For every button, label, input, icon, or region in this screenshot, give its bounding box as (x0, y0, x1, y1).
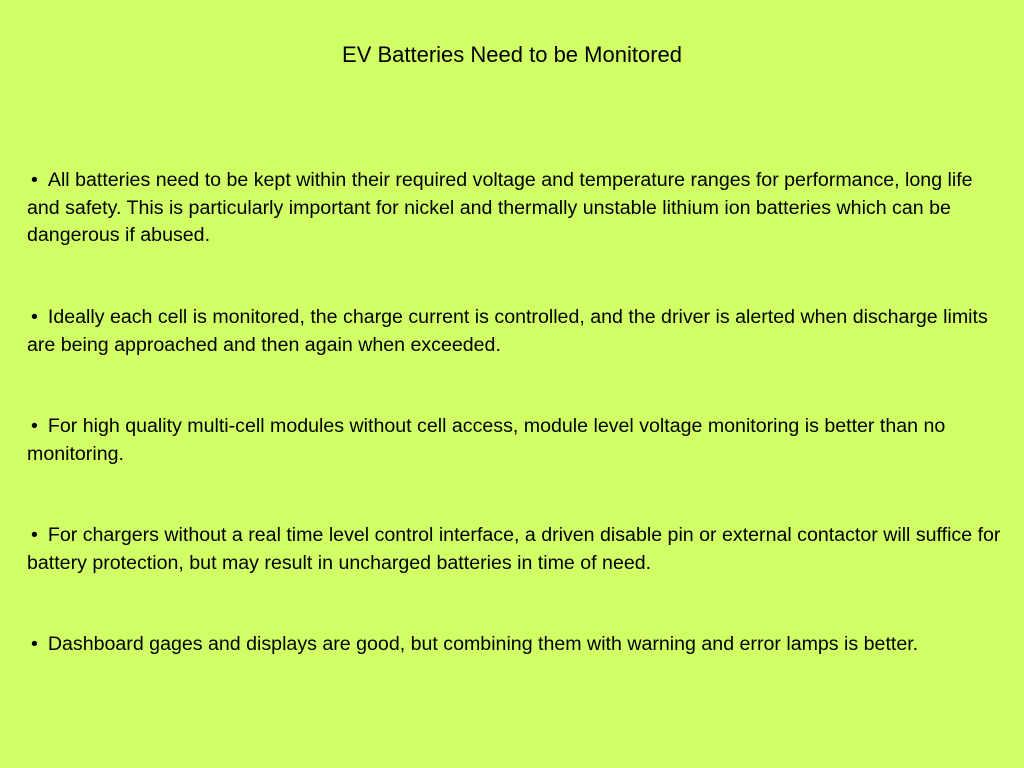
bullet-marker: • (31, 524, 38, 546)
bullet-text: All batteries need to be kept within their required voltage and temperature ranges for performance, long life and safety. This is particularly important for nickel and thermally unstable lithium ion batteries which can be dangerous if abused. (27, 169, 973, 246)
bullet-item (27, 304, 1002, 359)
bullet-text: Ideally each cell is monitored, the charge current is controlled, and the driver is alerted when discharge limits are being approached and then again when exceeded. (27, 306, 988, 356)
bullet-marker: • (31, 415, 38, 437)
slide-title: EV Batteries Need to be Monitored (342, 42, 682, 67)
bullet-item (27, 413, 1002, 468)
bullet-marker: • (31, 633, 38, 655)
bullet-item (27, 522, 1002, 577)
bullet-marker: • (31, 306, 38, 328)
bullet-text: For chargers without a real time level control interface, a driven disable pin or external contactor will suffice for battery protection, but may result in uncharged batteries in time of need. (27, 524, 1001, 574)
bullet-marker: • (31, 169, 38, 191)
bullet-text: For high quality multi-cell modules without cell access, module level voltage monitoring is better than no monitoring. (27, 415, 946, 465)
bullet-item (27, 631, 1002, 659)
bullet-item (27, 167, 1002, 250)
bullet-text: Dashboard gages and displays are good, but combining them with warning and error lamps is better. (47, 633, 919, 655)
